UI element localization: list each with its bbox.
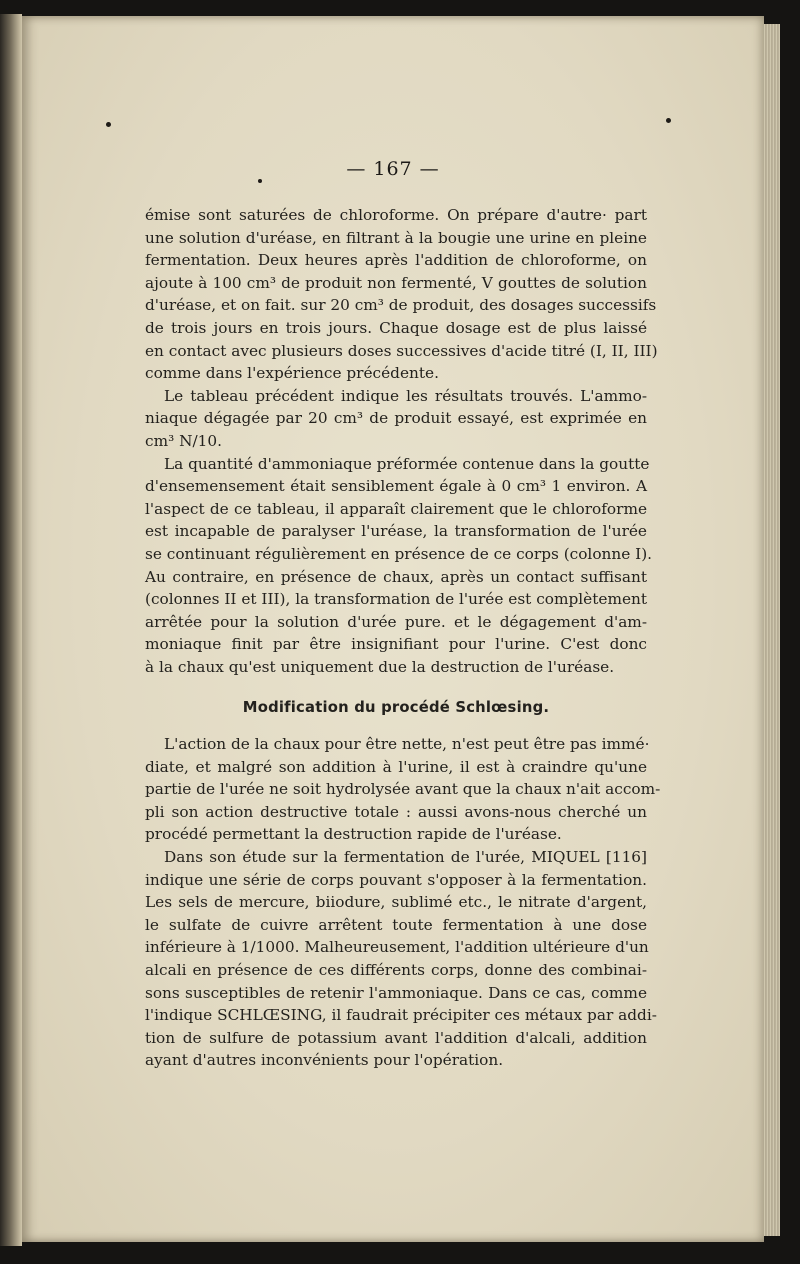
paragraph-5 (145, 846, 657, 1072)
text-line: diate, et malgré son addition à l'urine, il est à craindre qu'une (145, 757, 647, 776)
text-line: alcali en présence de ces différents corps, donne des combinai- (145, 961, 647, 979)
text-line: cm³ N/10. (145, 431, 222, 450)
text-line: pli son action destructive totale : aussi avons-nous cherché un (145, 802, 647, 821)
text-line: de trois jours en trois jours. Chaque dosage est de plus laissé (145, 318, 647, 337)
body-text (145, 204, 661, 1072)
paragraph-2 (145, 385, 647, 453)
page-number: — 167 — (346, 158, 440, 180)
section-heading: Modification du procédé Schlœsing. (242, 699, 550, 717)
text-line: La quantité d'ammoniaque préformée contenue dans la goutte (164, 454, 650, 473)
text-line: moniaque finit par être insignifiant pour l'urine. C'est donc (145, 635, 647, 654)
text-line: d'ensemensement était sensiblement égale à 0 cm³ 1 environ. A (145, 477, 647, 496)
text-line: d'uréase, et on fait. sur 20 cm³ de produit, des dosages successifs (145, 296, 657, 315)
text-line: indique une série de corps pouvant s'opposer à la fermentation. (145, 870, 647, 889)
text-line: le sulfate de cuivre arrêtent toute fermentation à une dose (145, 915, 647, 934)
paragraph-4 (145, 733, 661, 846)
text-line: niaque dégagée par 20 cm³ de produit essayé, est exprimée en (145, 409, 647, 428)
text-line: est incapable de paralyser l'uréase, la transformation de l'urée (145, 522, 647, 541)
text-line: (colonnes II et III), la transformation de l'urée est complètement (145, 590, 647, 609)
text-line: sons susceptibles de retenir l'ammoniaque. Dans ce cas, comme (145, 983, 647, 1002)
text-line: une solution d'uréase, en filtrant à la bougie une urine en pleine (145, 228, 647, 247)
text-line: Au contraire, en présence de chaux, après un contact suffisant (145, 567, 647, 586)
page-stack-edge (764, 24, 780, 1236)
text-line: Les sels de mercure, biiodure, sublimé etc., le nitrate d'argent, (145, 893, 647, 912)
paragraph-3 (145, 453, 653, 679)
text-line: Le tableau précédent indique les résultats trouvés. L'ammo- (164, 386, 647, 405)
text-line: arrêtée pour la solution d'urée pure. et le dégagement d'am- (145, 612, 647, 631)
text-line: à la chaux qu'est uniquement due la destruction de l'uréase. (145, 657, 615, 676)
text-line: ajoute à 100 cm³ de produit non fermenté, V gouttes de solution (145, 273, 647, 292)
text-line: inférieure à 1/1000. Malheureusement, l'addition ultérieure d'un (145, 938, 649, 957)
text-line: partie de l'urée ne soit hydrolysée avant que la chaux n'ait accom- (145, 780, 661, 799)
text-line: se continuant régulièrement en présence de ce corps (colonne I). (145, 544, 653, 563)
text-line: ayant d'autres inconvénients pour l'opération. (145, 1051, 504, 1070)
text-line: en contact avec plusieurs doses successives d'acide titré (I, II, III) (145, 341, 658, 360)
text-line: l'aspect de ce tableau, il apparaît clairement que le chloroforme (145, 499, 647, 518)
text-line: tion de sulfure de potassium avant l'addition d'alcali, addition (145, 1028, 647, 1047)
book-spine-edge (0, 14, 22, 1246)
paragraph-1 (145, 204, 658, 385)
text-line: L'action de la chaux pour être nette, n'est peut être pas immé· (164, 735, 650, 754)
text-line: procédé permettant la destruction rapide de l'uréase. (145, 825, 562, 844)
text-line: comme dans l'expérience précédente. (145, 364, 439, 383)
text-line: l'indique SCHLŒSING, il faudrait précipiter ces métaux par addi- (145, 1006, 657, 1025)
text-line: émise sont saturées de chloroforme. On prépare d'autre· part (145, 206, 647, 224)
ink-speck (666, 118, 671, 123)
text-line: Dans son étude sur la fermentation de l'urée, MIQUEL [116] (164, 848, 647, 867)
ink-speck (106, 122, 111, 127)
page (22, 16, 764, 1242)
text-line: fermentation. Deux heures après l'addition de chloroforme, on (145, 251, 647, 270)
